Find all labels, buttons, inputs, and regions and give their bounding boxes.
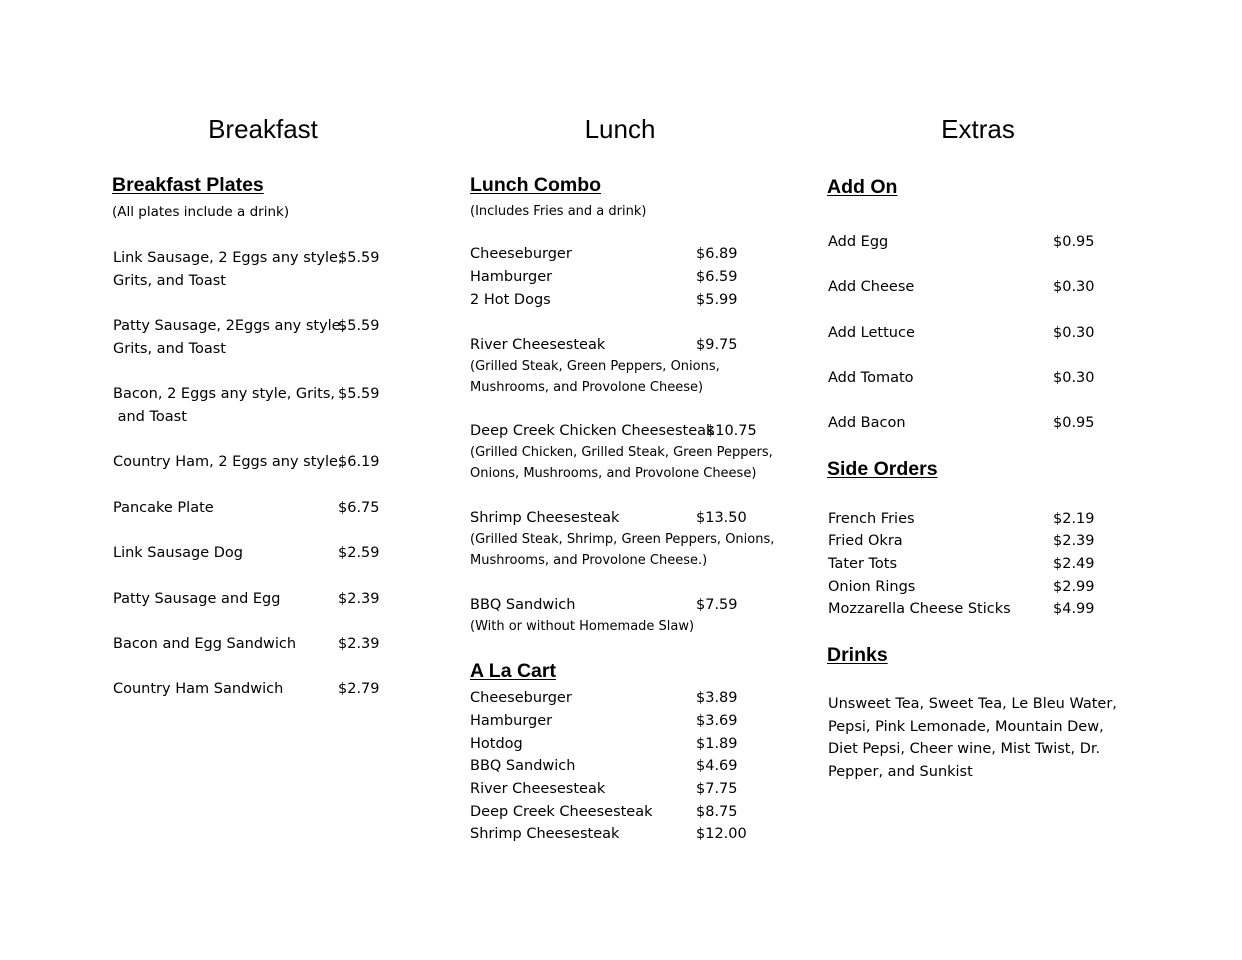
side-orders-heading: Side Orders [827,458,938,480]
item-name: Add Lettuce [828,325,915,341]
item-name: Add Bacon [828,415,906,431]
item-name: Onion Rings [828,579,916,595]
item-price: $9.75 [696,337,738,353]
item-price: $5.59 [338,386,380,402]
item-price: $3.89 [696,690,738,706]
item-description-cont: Mushrooms, and Provolone Cheese.) [470,553,708,568]
item-price: $0.95 [1053,234,1095,250]
item-name: Hamburger [470,269,553,285]
item-name: Add Tomato [828,370,914,386]
item-price: $4.69 [696,758,738,774]
item-name: Country Ham, 2 Eggs any style, [113,454,343,470]
item-description: (With or without Homemade Slaw) [470,619,695,634]
a-la-cart-heading: A La Cart [470,660,556,682]
lunch-combo-heading: Lunch Combo [470,174,602,196]
item-price: $6.19 [338,454,380,470]
item-price: $2.39 [1053,533,1095,549]
item-price: $2.99 [1053,579,1095,595]
item-name: Hamburger [470,713,553,729]
item-description: (Grilled Chicken, Grilled Steak, Green Peppers, [470,445,773,460]
item-price: $1.89 [696,736,738,752]
item-name: Fried Okra [828,533,903,549]
item-description: (Grilled Steak, Shrimp, Green Peppers, Onions, [470,532,775,547]
item-price: $6.59 [696,269,738,285]
item-name: 2 Hot Dogs [470,292,551,308]
item-price: $8.75 [696,804,738,820]
item-price: $2.39 [338,591,380,607]
item-price: $2.39 [338,636,380,652]
item-price: $3.69 [696,713,738,729]
breakfast-title: Breakfast [208,114,318,144]
item-name: Bacon and Egg Sandwich [113,636,297,652]
item-price: $7.75 [696,781,738,797]
item-name: Deep Creek Chicken Cheesesteak [470,423,715,439]
item-price: $12.00 [696,826,747,842]
drinks-heading: Drinks [827,644,888,666]
item-description-cont: Onions, Mushrooms, and Provolone Cheese) [470,466,757,481]
item-price: $0.30 [1053,325,1095,341]
item-name: Pancake Plate [113,500,214,516]
item-price: $6.89 [696,246,738,262]
add-on-heading: Add On [827,176,898,198]
item-price: $5.59 [338,318,380,334]
item-price: $0.95 [1053,415,1095,431]
item-price: $13.50 [696,510,747,526]
item-price: $0.30 [1053,279,1095,295]
item-name: French Fries [828,511,915,527]
item-name: Tater Tots [828,556,898,572]
item-name: Patty Sausage and Egg [113,591,281,607]
item-name: Bacon, 2 Eggs any style, Grits, [113,386,335,402]
drinks-list: Unsweet Tea, Sweet Tea, Le Bleu Water, Pepsi, Pink Lemonade, Mountain Dew, Diet Pepsi, Cheer wine, Mist Twist, Dr. Pepper, and Sunkist [828,696,1117,780]
item-price: $10.75 [706,423,757,439]
item-name: Mozzarella Cheese Sticks [828,601,1011,617]
item-name: Cheeseburger [470,690,572,706]
item-name: River Cheesesteak [470,781,606,797]
item-price: $4.99 [1053,601,1095,617]
item-name-cont: Grits, and Toast [113,273,226,289]
item-name: Hotdog [470,736,523,752]
item-name: Cheeseburger [470,246,572,262]
item-name: Add Cheese [828,279,915,295]
item-price: $2.79 [338,681,380,697]
item-name: BBQ Sandwich [470,597,576,613]
item-name: Patty Sausage, 2Eggs any style, [113,318,346,334]
item-name: River Cheesesteak [470,337,606,353]
item-price: $0.30 [1053,370,1095,386]
item-price: $2.19 [1053,511,1095,527]
extras-title: Extras [941,114,1015,144]
item-name: Link Sausage, 2 Eggs any style, [113,250,343,266]
item-price: $6.75 [338,500,380,516]
item-name: Link Sausage Dog [113,545,243,561]
item-name: Deep Creek Cheesesteak [470,804,653,820]
item-name: Shrimp Cheesesteak [470,510,620,526]
lunch-combo-note: (Includes Fries and a drink) [470,204,647,219]
breakfast-plates-heading: Breakfast Plates [112,174,264,196]
item-description-cont: Mushrooms, and Provolone Cheese) [470,380,704,395]
item-name: BBQ Sandwich [470,758,576,774]
item-price: $7.59 [696,597,738,613]
item-name: Shrimp Cheesesteak [470,826,620,842]
item-price: $5.59 [338,250,380,266]
item-price: $2.59 [338,545,380,561]
item-price: $2.49 [1053,556,1095,572]
item-name-cont: and Toast [113,409,187,425]
item-name: Country Ham Sandwich [113,681,284,697]
item-price: $5.99 [696,292,738,308]
item-name: Add Egg [828,234,889,250]
item-description: (Grilled Steak, Green Peppers, Onions, [470,359,720,374]
item-name-cont: Grits, and Toast [113,341,226,357]
breakfast-plates-note: (All plates include a drink) [112,204,290,220]
lunch-title: Lunch [584,114,656,144]
